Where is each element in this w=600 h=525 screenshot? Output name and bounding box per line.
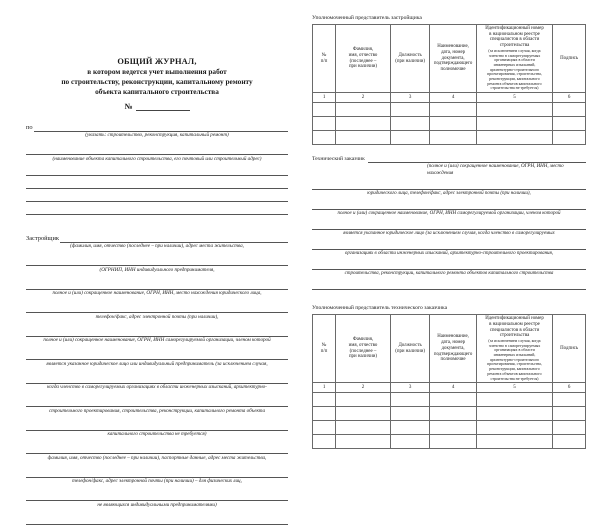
header-cell-number <box>313 315 336 383</box>
cell[interactable] <box>476 131 552 145</box>
caption-po: (указать: строительство, реконструкция, капитальный ремонт) <box>85 132 229 139</box>
header-line: строительства <box>499 333 530 339</box>
caption-zastroyshchik-9: фамилия, имя, отчество (последнее – при наличии), паспортные данные, адрес места жительства, <box>47 454 267 461</box>
caption-zastroyshchik-2: полное и (или) сокращенное наименование, ОГРН, ИНН, место нахождения юридического лица, <box>52 290 262 297</box>
zastroyshchik-line-9 <box>26 444 288 454</box>
header-cell-fullname <box>336 25 391 93</box>
cell[interactable] <box>390 435 430 449</box>
header-line: членство в саморегулируемых <box>488 52 541 58</box>
zastroyshchik-line-8 <box>26 421 288 431</box>
cell[interactable] <box>553 407 586 421</box>
zastroyshchik-line-6 <box>26 374 288 384</box>
caption-zastroyshchik-0: (фамилия, имя, отчество (последнее – при наличии), адрес места жительства, <box>70 243 244 250</box>
zastroyshchik-line-5 <box>26 350 288 360</box>
header-line: (за исключением случая, когда <box>488 47 541 53</box>
cell[interactable] <box>430 407 476 421</box>
header-line: (при наличии) <box>395 348 425 354</box>
header-line: подтверждающего <box>433 61 473 67</box>
cell[interactable] <box>430 393 476 407</box>
blank-line-3[interactable] <box>26 189 288 202</box>
caption-zastroyshchik-7: строительного проектирования, строительства, реконструкции, капитального ремонта объекта <box>48 407 266 414</box>
po-input[interactable] <box>34 123 288 132</box>
zastroyshchik-line-3 <box>26 303 288 313</box>
header-line: Подпись <box>560 345 579 351</box>
header-line: полномочие <box>440 357 466 363</box>
journal-number-row <box>26 102 288 111</box>
journal-number-label: № <box>124 101 133 111</box>
header-line: инженерных изысканий, <box>493 352 536 358</box>
caption-zastroyshchik-6: когда членство в саморегулируемых организациях в области инженерных изысканий, архитектурно- <box>47 384 267 391</box>
cell[interactable] <box>390 131 430 145</box>
object-input[interactable] <box>26 145 288 155</box>
number-cell: 4 <box>430 383 476 393</box>
table-number-row <box>313 93 586 103</box>
header-line: подтверждающего <box>433 351 473 357</box>
header-line: Должность <box>398 52 422 58</box>
header-cell-registry-id <box>476 315 552 383</box>
header-line: специалистов в области <box>489 37 540 43</box>
table-row[interactable] <box>313 393 586 407</box>
cell[interactable] <box>313 131 336 145</box>
cell[interactable] <box>430 117 476 131</box>
header-line: Должность <box>398 343 422 348</box>
header-line: имя, отчество <box>348 343 378 348</box>
header-line: имя, отчество <box>348 52 378 58</box>
tech-customer-input-2[interactable] <box>312 201 586 210</box>
number-cell: 2 <box>336 93 391 103</box>
zastroyshchik-field-row <box>26 234 288 243</box>
number-cell: 6 <box>553 93 586 103</box>
number-cell: 1 <box>313 383 336 393</box>
cell[interactable] <box>336 117 391 131</box>
header-cell-document <box>430 315 476 383</box>
header-cell-registry-id <box>476 25 552 93</box>
tech-customer-representative-table <box>312 314 586 449</box>
zastroyshchik-line-2 <box>26 280 288 290</box>
header-line: Подпись <box>560 55 579 61</box>
title-line-4: объекта капитального строительства <box>95 87 219 97</box>
caption-zastroyshchik-5: является указанное юридическое лицо или индивидуальный предприниматель (за исключением случая, <box>46 360 268 367</box>
tech-customer-label: Технический заказчик <box>312 156 365 163</box>
tech-customer-input-6[interactable] <box>312 281 586 290</box>
zastroyshchik-input-12[interactable] <box>26 515 288 525</box>
header-line: в национальном реестре <box>489 31 540 37</box>
header-cell-document <box>430 25 476 93</box>
header-cell-position <box>390 315 430 383</box>
header-line: при наличии) <box>348 354 378 360</box>
header-line: членство в саморегулируемых <box>488 342 541 348</box>
header-line: (последнее – <box>349 348 377 354</box>
cell[interactable] <box>336 393 391 407</box>
zastroyshchik-input-9[interactable] <box>26 444 288 454</box>
zastroyshchik-line-4 <box>26 327 288 337</box>
header-line: архитектурно-строительного <box>489 66 540 72</box>
zastroyshchik-input-2[interactable] <box>26 280 288 290</box>
header-line: документа, <box>441 55 465 61</box>
header-line: строительства не требуется) <box>490 375 539 381</box>
table-row[interactable] <box>313 435 586 449</box>
table-row[interactable] <box>313 131 586 145</box>
header-line: № <box>321 52 327 58</box>
header-line: Наименование, <box>437 44 469 50</box>
caption-tech-4: организациях в области инженерных изысканий, архитектурно-строительного проектирования, <box>344 251 554 257</box>
technical-customer-block <box>312 154 586 290</box>
zastroyshchik-input[interactable] <box>60 234 288 243</box>
left-sheet <box>26 14 288 508</box>
zastroyshchik-label: Застройщик <box>26 234 60 242</box>
cell[interactable] <box>390 393 430 407</box>
cell[interactable] <box>553 131 586 145</box>
header-line: документа, <box>441 345 465 351</box>
table-header-row <box>313 315 586 383</box>
header-line: ремонта объектов капитального <box>487 80 542 86</box>
caption-zastroyshchik-1: (ОГРНИП, ИНН индивидуального предпринимателя, <box>99 266 215 273</box>
zastroyshchik-input-6[interactable] <box>26 374 288 384</box>
zastroyshchik-line-10 <box>26 468 288 478</box>
section-title-developer-rep: Уполномоченный представитель застройщика <box>312 15 422 21</box>
cell[interactable] <box>553 435 586 449</box>
header-cell-position <box>390 25 430 93</box>
caption-zastroyshchik-11: не являющихся индивидуальными предпринимателями) <box>97 501 217 508</box>
zastroyshchik-line-12 <box>26 515 288 525</box>
header-line: дата, номер <box>441 340 466 346</box>
zastroyshchik-input-10[interactable] <box>26 468 288 478</box>
header-cell-number <box>313 25 336 93</box>
journal-number-field[interactable] <box>136 102 190 111</box>
table-row[interactable] <box>313 117 586 131</box>
zastroyshchik-line-7 <box>26 397 288 407</box>
header-line: (за исключением случая, когда <box>488 337 541 343</box>
number-cell: 3 <box>390 383 430 393</box>
tech-customer-input-5[interactable] <box>312 261 586 270</box>
header-line: Фамилия, <box>352 47 374 53</box>
header-line: проектирования, строительства, <box>487 71 542 77</box>
number-cell: 2 <box>336 383 391 393</box>
po-field-row <box>26 123 288 132</box>
cell[interactable] <box>390 103 430 117</box>
header-line: п/п <box>320 58 328 64</box>
header-cell-signature <box>553 25 586 93</box>
header-line: полномочие <box>440 67 466 73</box>
cell[interactable] <box>313 103 336 117</box>
table-row[interactable] <box>313 421 586 435</box>
cell[interactable] <box>476 421 552 435</box>
zastroyshchik-input-11[interactable] <box>26 491 288 501</box>
zastroyshchik-input-3[interactable] <box>26 303 288 313</box>
header-line: специалистов в области <box>489 327 540 333</box>
table-number-row <box>313 383 586 393</box>
cell[interactable] <box>336 103 391 117</box>
cell[interactable] <box>313 393 336 407</box>
header-line: проектирования, строительства, <box>487 361 542 367</box>
cell[interactable] <box>553 103 586 117</box>
tech-customer-input[interactable] <box>368 154 586 163</box>
cell[interactable] <box>476 407 552 421</box>
title-line-2: в котором ведется учет выполнения работ <box>87 67 227 76</box>
cell[interactable] <box>336 131 391 145</box>
cell[interactable] <box>553 393 586 407</box>
header-line: при наличии) <box>348 64 378 70</box>
cell[interactable] <box>336 421 391 435</box>
header-line: инженерных изысканий, <box>493 61 536 67</box>
caption-tech-1: юридического лица, телефон/факс, адрес электронной почты (при наличии), <box>367 191 531 197</box>
cell[interactable] <box>430 421 476 435</box>
title-block <box>26 56 288 111</box>
blank-line-4[interactable] <box>26 202 288 215</box>
cell[interactable] <box>336 407 391 421</box>
cell[interactable] <box>313 421 336 435</box>
header-line: организациях в области <box>494 347 535 353</box>
blank-line-1[interactable] <box>26 163 288 176</box>
caption-zastroyshchik-8: капитального строительства не требуется) <box>107 431 207 438</box>
cell[interactable] <box>390 421 430 435</box>
header-line: Наименование, <box>437 334 469 340</box>
cell[interactable] <box>430 103 476 117</box>
number-cell: 4 <box>430 93 476 103</box>
cell[interactable] <box>553 117 586 131</box>
header-cell-signature <box>553 315 586 383</box>
cell[interactable] <box>430 435 476 449</box>
header-line: архитектурно-строительного <box>489 356 540 362</box>
caption-zastroyshchik-3: телефон/факс, адрес электронной почты (при наличии), <box>95 313 219 320</box>
cell[interactable] <box>313 407 336 421</box>
table-row[interactable] <box>313 103 586 117</box>
header-line: п/п <box>320 348 328 354</box>
tech-customer-field-row <box>312 154 586 163</box>
header-line: организациях в области <box>494 57 535 63</box>
header-line: строительства <box>499 43 530 49</box>
title-line-3: по строительству, реконструкции, капитальному ремонту <box>61 77 253 87</box>
cell[interactable] <box>476 117 552 131</box>
developer-representative-table <box>312 24 586 145</box>
number-cell: 5 <box>476 93 552 103</box>
zastroyshchik-input-8[interactable] <box>26 421 288 431</box>
object-field-row <box>26 145 288 155</box>
table-header-row <box>313 25 586 93</box>
cell[interactable] <box>313 435 336 449</box>
header-line: реконструкции, капитального <box>489 76 540 82</box>
cell[interactable] <box>390 407 430 421</box>
zastroyshchik-input-1[interactable] <box>26 256 288 266</box>
number-cell: 5 <box>476 383 552 393</box>
cell[interactable] <box>336 435 391 449</box>
cell[interactable] <box>430 131 476 145</box>
caption-tech-2: полное и (или) сокращенное наименование, ОГРН, ИНН саморегулируемой организации, членом которой <box>337 211 561 217</box>
header-line: Идентификационный номер <box>485 316 544 322</box>
number-cell: 6 <box>553 383 586 393</box>
caption-object: (наименование объекта капитального строительства, его почтовый или строительный адрес) <box>52 155 262 162</box>
section-title-tech-customer-rep: Уполномоченный представитель технического заказчика <box>312 305 448 312</box>
caption-zastroyshchik-4: полное и (или) сокращенное наименование, ОГРН, ИНН саморегулируемой организации, членом которой <box>43 337 271 344</box>
caption-tech-0: (полное и (или) сокращенное наименование, ОГРН, ИНН, место нахождения <box>427 164 564 177</box>
header-line: строительства не требуется) <box>490 85 539 91</box>
header-line: Фамилия, <box>352 337 374 343</box>
po-label: по <box>26 123 33 131</box>
cell[interactable] <box>476 435 552 449</box>
header-line: реконструкции, капитального <box>489 366 540 372</box>
page-title: ОБЩИЙ ЖУРНАЛ, <box>117 57 197 66</box>
zastroyshchik-line-11 <box>26 491 288 501</box>
header-cell-fullname <box>336 315 391 383</box>
cell[interactable] <box>476 393 552 407</box>
cell[interactable] <box>313 117 336 131</box>
blank-line-2[interactable] <box>26 176 288 189</box>
table-row[interactable] <box>313 407 586 421</box>
right-sheet <box>312 14 586 412</box>
header-line: ремонта объектов капитального <box>487 370 542 376</box>
header-line: Идентификационный номер <box>485 26 544 31</box>
cell[interactable] <box>476 103 552 117</box>
tech-customer-input-3[interactable] <box>312 221 586 230</box>
tech-customer-input-4[interactable] <box>312 241 586 250</box>
caption-zastroyshchik-10: телефон/факс, адрес электронной почты (при наличии) – для физических лиц, <box>72 478 242 485</box>
header-line: № <box>321 343 327 348</box>
header-line: дата, номер <box>441 50 466 56</box>
tech-customer-input-1[interactable] <box>312 181 586 190</box>
header-line: (при наличии) <box>395 58 425 64</box>
header-line: (последнее – <box>349 58 377 64</box>
header-line: в национальном реестре <box>489 321 540 327</box>
zastroyshchik-line-1 <box>26 256 288 266</box>
cell[interactable] <box>390 117 430 131</box>
number-cell: 3 <box>390 93 430 103</box>
caption-tech-3: является указанное юридическое лицо (за исключением случая, когда членство в саморегулируемых <box>343 231 555 237</box>
cell[interactable] <box>553 421 586 435</box>
zastroyshchik-input-7[interactable] <box>26 397 288 407</box>
caption-tech-5: строительства, реконструкции, капитального ремонта объектов капитального строительства <box>344 271 554 277</box>
zastroyshchik-input-4[interactable] <box>26 327 288 337</box>
zastroyshchik-input-5[interactable] <box>26 350 288 360</box>
number-cell: 1 <box>313 93 336 103</box>
